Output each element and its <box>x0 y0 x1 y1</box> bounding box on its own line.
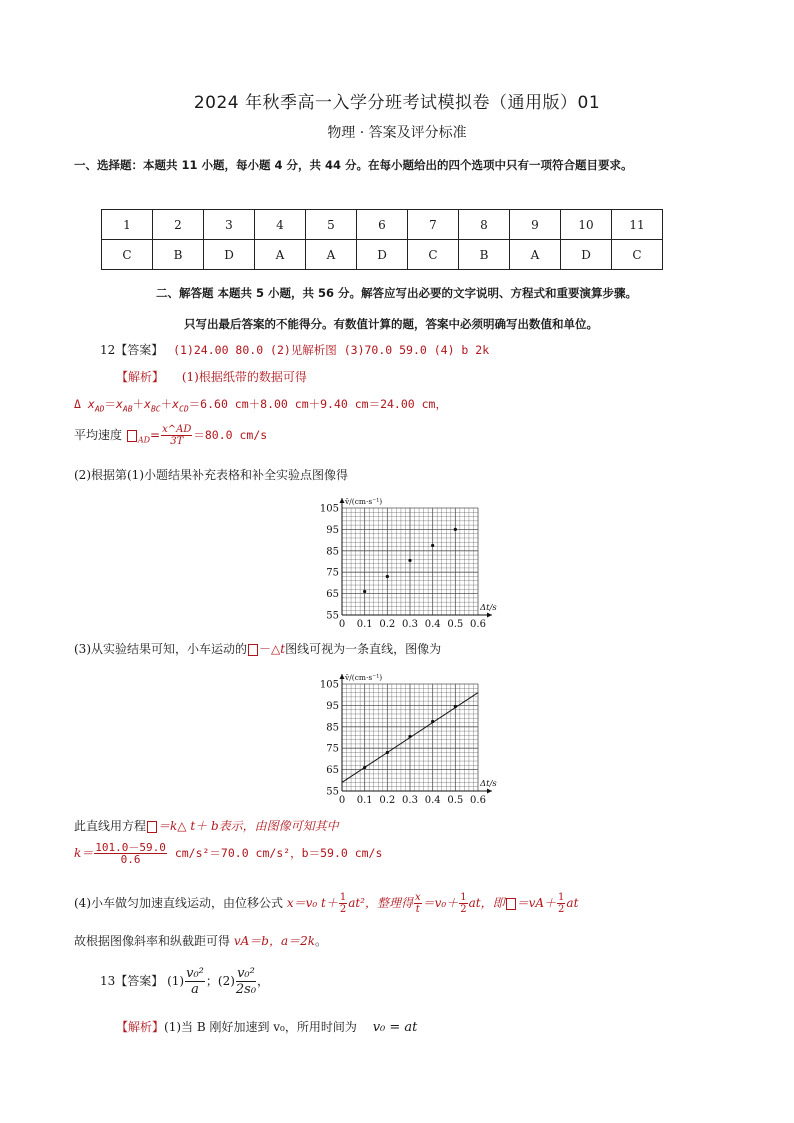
v-bar-box-icon <box>248 644 258 656</box>
q12-p2-line: (2)根据第(1)小题结果补充表格和补全实验点图像得 <box>74 468 348 482</box>
q13-label: 13【答案】 <box>100 974 164 988</box>
q12-analysis-line <box>116 368 307 385</box>
answer-table-number-cell: 9 <box>510 210 561 240</box>
y-axis-label: v̄/(cm·s⁻¹) <box>345 673 383 682</box>
answer-table-number-cell: 11 <box>612 210 663 240</box>
p3-text-d: 图线可视为一条直线，图像为 <box>285 642 442 656</box>
q13-ans2-prefix: ；(2) <box>205 974 235 988</box>
x-tick-label: 0.6 <box>470 619 486 630</box>
y-tick-label: 55 <box>326 610 339 622</box>
y-tick-label: 65 <box>326 765 339 777</box>
p4-text-c: at²，整理得 <box>348 896 413 910</box>
answer-table-answer-row <box>102 240 663 270</box>
delta-symbol: Δ <box>74 397 81 411</box>
data-point <box>454 705 457 708</box>
chart-scatter-2 <box>312 668 502 806</box>
page-subtitle: 物理 · 答案及评分标准 <box>327 125 467 141</box>
q13-analysis-equation: v₀ = at <box>372 1020 418 1035</box>
answer-table-answer-cell: D <box>561 240 612 270</box>
avg-result: ＝80.0 cm/s <box>193 428 268 442</box>
answer-table-answer-cell: B <box>153 240 204 270</box>
half-num: 1 <box>558 892 565 903</box>
v-bar-box-icon <box>147 821 157 833</box>
eq-rest: ＝6.60 cm＋8.00 cm＋9.40 cm＝24.00 cm， <box>188 397 447 411</box>
data-point <box>363 590 366 593</box>
line-eq-text-a: 此直线用方程 <box>74 819 147 833</box>
answer-table-answer-cell: A <box>510 240 561 270</box>
p4-text-d: ＝v₀＋ <box>422 896 459 910</box>
x-tick-label: 0.3 <box>402 795 418 806</box>
q13-answer-line <box>100 966 269 997</box>
x-tick-label: 0.4 <box>424 619 441 630</box>
eq-sub-bc: BC <box>150 404 161 414</box>
q12-p3-line <box>74 640 441 657</box>
k-fraction <box>94 842 167 865</box>
x-tick-label: 0 <box>338 795 346 806</box>
section2-heading-line1: 二、解答题 本题共 5 小题，共 56 分。解答应写出必要的文字说明、方程式和重要演算步骤。 <box>156 286 638 300</box>
answer-table <box>101 209 663 270</box>
x-axis-label: Δt/s <box>480 779 497 789</box>
q13-ans2-num: v₀² <box>237 966 255 981</box>
x-tick-label: 0.4 <box>424 795 441 806</box>
half-fraction <box>339 892 347 915</box>
x-axis-arrow <box>487 613 492 618</box>
q13-ans2-fraction <box>236 966 256 997</box>
p3-text-b: －△ <box>259 642 281 656</box>
q13-analysis-label: 【解析】 <box>116 1020 165 1034</box>
x-tick-label: 0 <box>338 619 346 630</box>
answer-table-number-row <box>102 210 663 240</box>
p3-text-c: t <box>280 642 286 656</box>
answer-table-number-cell: 5 <box>306 210 357 240</box>
data-point <box>363 766 366 769</box>
x-tick-label: 0.1 <box>356 795 373 806</box>
y-tick-label: 105 <box>319 679 339 691</box>
q12-answer: (1)24.00 80.0 (2)见解析图 (3)70.0 59.0 (4) b 2k <box>173 343 490 357</box>
p4-text-e: at，即 <box>468 896 505 910</box>
answer-table-answer-cell: C <box>102 240 153 270</box>
q12-answer-line <box>100 341 489 358</box>
k-result: cm/s²＝70.0 cm/s²，b＝59.0 cm/s <box>167 846 383 860</box>
answer-table-answer-cell: A <box>255 240 306 270</box>
k-fraction-numerator: 101.0－59.0 <box>95 841 166 854</box>
chart-scatter-1 <box>312 492 502 630</box>
answer-table-number-cell: 8 <box>459 210 510 240</box>
answer-table-answer-cell: C <box>612 240 663 270</box>
x-tick-label: 0.2 <box>379 795 396 806</box>
q13-analysis-text: (1)当 B 刚好加速到 v₀，所用时间为 <box>164 1020 357 1034</box>
eq-sub-ad: AD <box>94 404 105 414</box>
v-bar-box-icon <box>127 430 137 442</box>
data-point <box>431 720 434 723</box>
half-num: 1 <box>339 892 347 903</box>
eq-equals: ＝ <box>104 397 116 411</box>
data-point <box>408 559 411 562</box>
q13-ans1-fraction <box>185 966 205 997</box>
x-tick-label: 0.2 <box>379 619 396 630</box>
v-bar-box-icon <box>506 898 516 910</box>
k-fraction-denominator: 0.6 <box>120 853 141 866</box>
answer-table-number-cell: 10 <box>561 210 612 240</box>
answer-table-answer-cell: B <box>459 240 510 270</box>
data-point <box>386 575 389 578</box>
avg-velocity-label: 平均速度 <box>74 428 123 442</box>
avg-fraction <box>161 424 192 447</box>
eq-x: x <box>87 397 95 411</box>
eq-sub-cd: CD <box>179 404 189 414</box>
eq-x: x <box>115 397 123 411</box>
eq-x: x <box>144 397 151 411</box>
q12-label: 12【答案】 <box>100 343 164 357</box>
data-point <box>408 735 411 738</box>
answer-table-number-cell: 2 <box>153 210 204 240</box>
y-tick-label: 95 <box>326 524 339 536</box>
y-tick-label: 85 <box>326 546 339 558</box>
q12-avg-velocity-line: 平均速度 $_{AD}$= $\frac{x\^{}AD}{3T}$ ＝80.0 cm/s <box>74 424 268 447</box>
answer-table-number-cell: 3 <box>204 210 255 240</box>
data-point <box>431 544 434 547</box>
p4-text-b: x＝v₀ t＋ <box>286 896 338 910</box>
x-tick-label: 0.6 <box>470 795 486 806</box>
half-num: 1 <box>460 892 467 903</box>
data-point <box>454 528 457 531</box>
q12-analysis-label: 【解析】 <box>116 370 165 384</box>
section2-heading-line2: 只写出最后答案的不能得分。有数值计算的题，答案中必须明确写出数值和单位。 <box>184 317 598 331</box>
answer-table-number-cell: 4 <box>255 210 306 240</box>
y-tick-label: 85 <box>326 722 339 734</box>
q12-p5-line <box>74 932 327 949</box>
p5-text-c: 。 <box>315 934 328 948</box>
q12-p1-intro: (1)根据纸带的数据可得 <box>181 370 307 384</box>
avg-fraction-denominator: 3T <box>170 436 184 447</box>
q13-ans1-num: v₀² <box>186 966 204 981</box>
answer-table-answer-cell: A <box>306 240 357 270</box>
y-tick-label: 105 <box>319 503 339 515</box>
q12-p1-equation <box>74 396 447 413</box>
y-tick-label: 55 <box>326 786 339 798</box>
answer-table-answer-cell: C <box>408 240 459 270</box>
p4-text-a: (4)小车做匀加速直线运动，由位移公式 <box>74 896 287 910</box>
x-tick-label: 0.5 <box>447 619 464 630</box>
q13-analysis-line <box>116 1018 417 1035</box>
data-point <box>386 751 389 754</box>
q13-ans2-den: 2s₀ <box>235 982 257 997</box>
avg-fraction-numerator: x^AD <box>162 424 192 435</box>
half-den: 2 <box>460 904 467 915</box>
answer-table-number-cell: 1 <box>102 210 153 240</box>
q13-ans1-den: a <box>191 982 199 997</box>
answer-table-answer-cell: D <box>204 240 255 270</box>
x-tick-label: 0.3 <box>402 619 418 630</box>
p5-text-a: 故根据图像斜率和纵截距可得 <box>74 934 234 948</box>
eq-plus: ＋ <box>160 397 173 411</box>
y-tick-label: 65 <box>326 589 339 601</box>
p4-text-g: at <box>566 896 579 910</box>
x-over-t-fraction <box>414 892 422 915</box>
answer-table-number-cell: 7 <box>408 210 459 240</box>
q12-line-equation <box>74 817 339 834</box>
y-tick-label: 75 <box>326 567 339 579</box>
page-title: 2024 年秋季高一入学分班考试模拟卷（通用版）01 <box>193 93 601 113</box>
avg-sub: AD <box>137 435 151 445</box>
xt-den: t <box>415 904 420 915</box>
x-tick-label: 0.5 <box>447 795 464 806</box>
q13-ans-end: ， <box>257 974 270 988</box>
y-axis-arrow <box>340 498 345 503</box>
y-tick-label: 75 <box>326 743 339 755</box>
p4-text-f: ＝vA＋ <box>516 896 557 910</box>
k-label: k＝ <box>74 846 94 860</box>
line-eq-text-b: ＝k△ t＋ b表示，由图像可知其中 <box>158 819 339 833</box>
y-axis-label: v̄/(cm·s⁻¹) <box>345 497 383 506</box>
answer-table-answer-cell: D <box>357 240 408 270</box>
xt-num: x <box>415 892 421 903</box>
y-tick-label: 95 <box>326 700 339 712</box>
section1-heading: 一、选择题：本题共 11 小题，每小题 4 分，共 44 分。在每小题给出的四个选项中只有一项符合题目要求。 <box>74 158 633 172</box>
half-fraction <box>459 892 467 915</box>
eq-x: x <box>172 397 180 411</box>
eq-sub-ab: AB <box>122 404 133 414</box>
q13-ans1-prefix: (1) <box>167 974 185 988</box>
y-axis-arrow <box>340 674 345 679</box>
x-axis-arrow <box>487 789 492 794</box>
half-den: 2 <box>339 904 347 915</box>
q12-k-line <box>74 842 382 865</box>
answer-table-number-cell: 6 <box>357 210 408 240</box>
half-fraction <box>557 892 565 915</box>
p3-text-a: (3)从实验结果可知，小车运动的 <box>74 642 247 656</box>
p5-text-b: vA＝b，a＝2k <box>233 934 316 948</box>
q12-p4-line <box>74 892 578 915</box>
x-axis-label: Δt/s <box>480 603 497 613</box>
eq-plus: ＋ <box>132 397 145 411</box>
half-den: 2 <box>558 904 565 915</box>
x-tick-label: 0.1 <box>356 619 373 630</box>
